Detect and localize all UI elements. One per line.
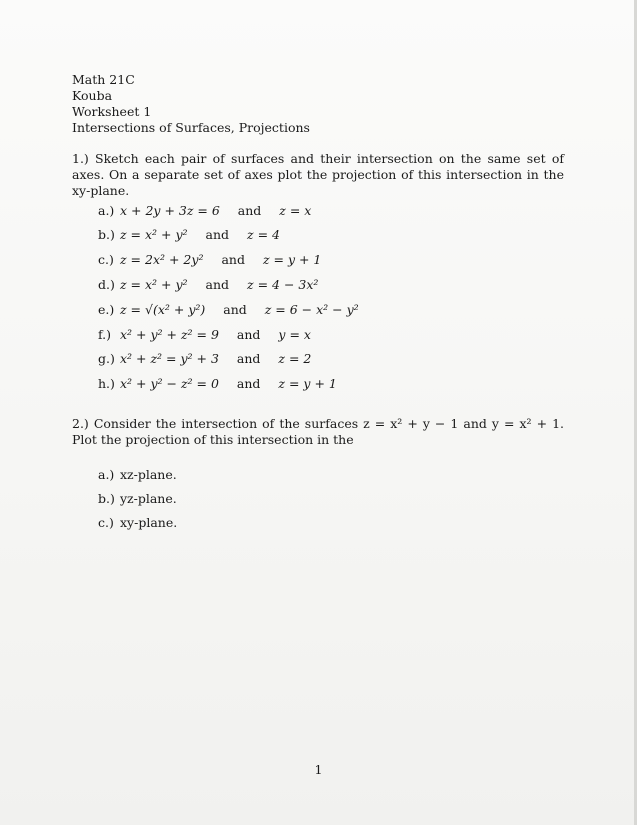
worksheet-number: Worksheet 1 — [72, 104, 152, 119]
course-name: Math 21C — [72, 72, 135, 87]
problem-1-item-d: d.) z = x² + y² and z = 4 − 3x² — [98, 277, 319, 292]
problem-1-item-b: b.) z = x² + y² and z = 4 — [98, 227, 280, 242]
problem-2-item-b: b.) yz-plane. — [98, 491, 177, 506]
problem-2-item-c: c.) xy-plane. — [98, 515, 178, 530]
worksheet-header — [72, 72, 310, 136]
problem-1-item-f: f.) x² + y² + z² = 9 and y = x — [98, 327, 311, 342]
page-number: 1 — [314, 762, 323, 777]
worksheet-topic: Intersections of Surfaces, Projections — [72, 120, 310, 135]
problem-1-item-a: a.) x + 2y + 3z = 6 and z = x — [98, 203, 312, 218]
problem-2-item-a: a.) xz-plane. — [98, 467, 177, 482]
problem-1-item-h: h.) x² + y² − z² = 0 and z = y + 1 — [98, 376, 337, 391]
problem-1-item-e: e.) z = √(x² + y²) and z = 6 − x² − y² — [98, 302, 359, 317]
problem-2-prompt: 2.) Consider the intersection of the surfaces z = x² + y − 1 and y = x² + 1. Plot the projection of this intersection in the — [72, 416, 564, 447]
instructor-name: Kouba — [72, 88, 113, 103]
problem-1-item-c: c.) z = 2x² + 2y² and z = y + 1 — [98, 252, 322, 267]
problem-1-item-g: g.) x² + z² = y² + 3 and z = 2 — [98, 351, 312, 366]
problem-1-prompt: 1.) Sketch each pair of surfaces and their intersection on the same set of axes. On a separate set of axes plot the projection of this intersection in the xy-plane. — [72, 151, 564, 198]
